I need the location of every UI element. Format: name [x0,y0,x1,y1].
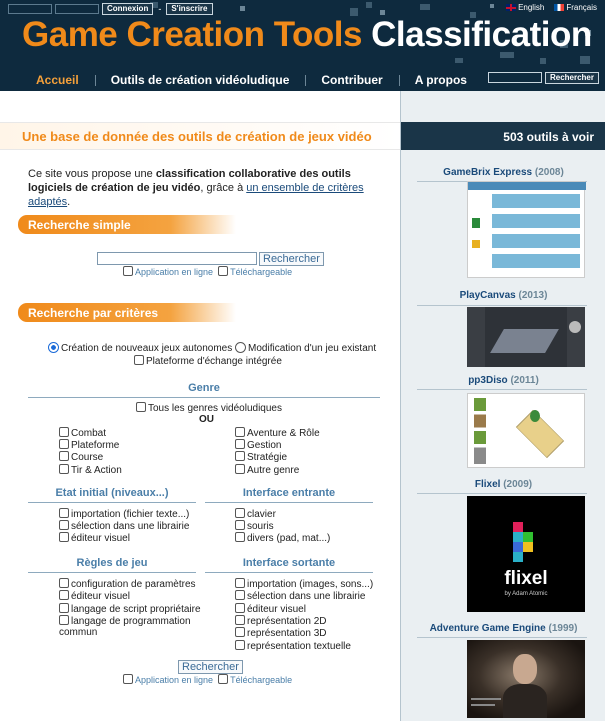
mode-create-label: Création de nouveaux jeux autonomes [61,343,233,354]
game-year: (1999) [548,623,578,634]
playcanvas-screenshot[interactable] [467,307,585,367]
interface-out-checkbox[interactable] [235,627,245,637]
game-title[interactable] [401,290,605,301]
nav-contribuer[interactable]: Contribuer [305,73,398,87]
genre-checkbox[interactable] [235,464,245,474]
site-title-part1: Game Creation Tools [22,15,362,54]
genre-label: Autre genre [247,465,300,476]
interface-out-checkbox[interactable] [235,603,245,613]
header-search-input[interactable] [488,72,542,83]
flixel-logo-text: flixel [504,568,548,589]
etat-title: Etat initial (niveaux...) [28,487,196,503]
site-title-part2: Classification [371,15,592,54]
game-name: pp3Diso [468,375,508,386]
genre-label: Gestion [247,440,282,451]
sidebar [400,91,605,721]
interface-in-label: clavier [247,509,276,520]
pp3diso-screenshot[interactable] [467,393,585,468]
main-content [0,91,400,721]
intro-pre: Ce site vous propose une [28,168,156,180]
interface-out-label: représentation 3D [247,628,327,639]
simple-online-checkbox[interactable] [123,266,133,276]
genre-label: Stratégie [247,452,288,463]
simple-search-input[interactable] [97,252,257,265]
genre-title: Genre [28,382,380,398]
game-year: (2008) [534,167,564,178]
intro-mid: , grâce à [200,182,247,194]
interface-in-label: souris [247,521,274,532]
nav-outils[interactable]: Outils de création vidéoludique [95,73,306,87]
tool-count[interactable]: 503 outils à voir [401,122,605,150]
genre-checkbox[interactable] [59,464,69,474]
regles-checkbox[interactable] [59,578,69,588]
platform-checkbox[interactable] [134,355,144,365]
game-title[interactable] [401,167,605,178]
mode-create-radio[interactable] [48,342,59,353]
login-bar [8,3,213,15]
game-title[interactable] [401,375,605,386]
game-year: (2011) [510,375,539,386]
mode-modify-radio[interactable] [235,342,246,353]
platform-label: Plateforme d'échange intégrée [146,356,282,367]
password-field[interactable] [55,4,99,14]
genre-all-label: Tous les genres vidéoludiques [148,403,282,414]
regles-label: langage de programmation [71,616,191,627]
lang-french-link[interactable] [554,3,597,12]
criteria-online-checkbox[interactable] [123,674,133,684]
regles-checkbox[interactable] [59,603,69,613]
criteria-download-label: Téléchargeable [230,675,293,685]
etat-checkbox[interactable] [59,508,69,518]
regles-label-cont: commun [59,627,98,638]
interface-out-checkbox[interactable] [235,615,245,625]
game-name: Adventure Game Engine [429,623,546,634]
interface-out-label: éditeur visuel [247,604,306,615]
genre-checkbox[interactable] [59,427,69,437]
etat-checkbox[interactable] [59,520,69,530]
genre-checkbox[interactable] [59,439,69,449]
register-button[interactable]: S'inscrire [166,3,212,15]
criteria-search-button[interactable]: Rechercher [178,660,243,674]
interface-in-label: divers (pad, mat...) [247,533,331,544]
flixel-logo-sub: by Adam Atomic [504,591,548,597]
game-name: GameBrix Express [443,167,533,178]
simple-search-heading: Recherche simple [18,215,236,234]
lang-english-link[interactable] [506,3,544,12]
intro-end: . [67,196,71,208]
game-name: PlayCanvas [459,290,516,301]
criteria-download-checkbox[interactable] [218,674,228,684]
regles-checkbox[interactable] [59,590,69,600]
game-year: (2013) [518,290,548,301]
regles-label: configuration de paramètres [71,579,196,590]
interface-out-checkbox[interactable] [235,578,245,588]
interface-out-label: représentation textuelle [247,641,351,652]
etat-checkbox[interactable] [59,532,69,542]
genre-all-checkbox[interactable] [136,402,146,412]
regles-checkbox[interactable] [59,615,69,625]
interface-in-checkbox[interactable] [235,520,245,530]
site-header [0,0,605,91]
genre-checkbox[interactable] [235,451,245,461]
simple-download-label: Téléchargeable [230,267,293,277]
genre-label: Course [71,452,104,463]
nav-accueil[interactable]: Accueil [36,72,79,87]
genre-checkbox[interactable] [59,451,69,461]
criteria-online-label: Application en ligne [135,675,214,685]
genre-label: Plateforme [71,440,120,451]
uk-flag-icon [506,4,516,11]
login-button[interactable]: Connexion [102,3,153,15]
lang-french-label: Français [566,3,597,12]
simple-download-checkbox[interactable] [218,266,228,276]
game-title[interactable] [401,479,605,490]
genre-label: Tir & Action [71,465,122,476]
criteria-link[interactable]: un ensemble de critères adaptés [28,182,364,208]
game-year: (2009) [503,479,533,490]
simple-search-button[interactable]: Rechercher [259,252,324,266]
france-flag-icon [554,4,564,11]
site-title[interactable] [22,15,592,55]
interface-in-title: Interface entrante [205,487,373,503]
genre-label: Combat [71,428,107,439]
header-search [488,72,599,84]
adventure-game-screenshot[interactable] [467,640,585,718]
flixel-logo[interactable] [467,496,585,612]
genre-checkbox[interactable] [235,439,245,449]
game-name: Flixel [474,479,501,490]
interface-out-checkbox[interactable] [235,590,245,600]
header-search-button[interactable]: Rechercher [545,72,599,84]
criteria-search-heading: Recherche par critères [18,303,236,322]
username-field[interactable] [8,4,52,14]
etat-label: importation (fichier texte...) [71,509,190,520]
regles-title: Règles de jeu [28,557,196,573]
mode-modify-label: Modification d'un jeu existant [248,343,377,354]
ou-label: OU [199,414,214,425]
regles-label: éditeur visuel [71,591,130,602]
interface-out-checkbox[interactable] [235,640,245,650]
login-separator: - [158,4,162,14]
interface-out-label: représentation 2D [247,616,327,627]
genre-label: Aventure & Rôle [247,428,320,439]
regles-label: langage de script propriétaire [71,604,201,615]
nav-apropos[interactable]: A propos [399,73,483,87]
interface-in-checkbox[interactable] [235,532,245,542]
interface-in-checkbox[interactable] [235,508,245,518]
game-title[interactable] [401,623,605,634]
interface-out-label: importation (images, sons...) [247,579,374,590]
intro-text [28,167,383,209]
simple-online-label: Application en ligne [135,267,214,277]
etat-label: sélection dans une librairie [71,521,190,532]
intro-bold: classification collaborative des outils logiciels de création de jeu vidéo [28,168,351,194]
interface-out-title: Interface sortante [205,557,373,573]
genre-checkbox[interactable] [235,427,245,437]
tagline: Une base de donnée des outils de création de jeux vidéo [0,122,400,150]
etat-label: éditeur visuel [71,533,130,544]
interface-out-label: sélection dans une librairie [247,591,366,602]
language-switcher [506,3,597,12]
gamebrix-screenshot[interactable] [467,181,585,278]
lang-english-label: English [518,3,545,12]
